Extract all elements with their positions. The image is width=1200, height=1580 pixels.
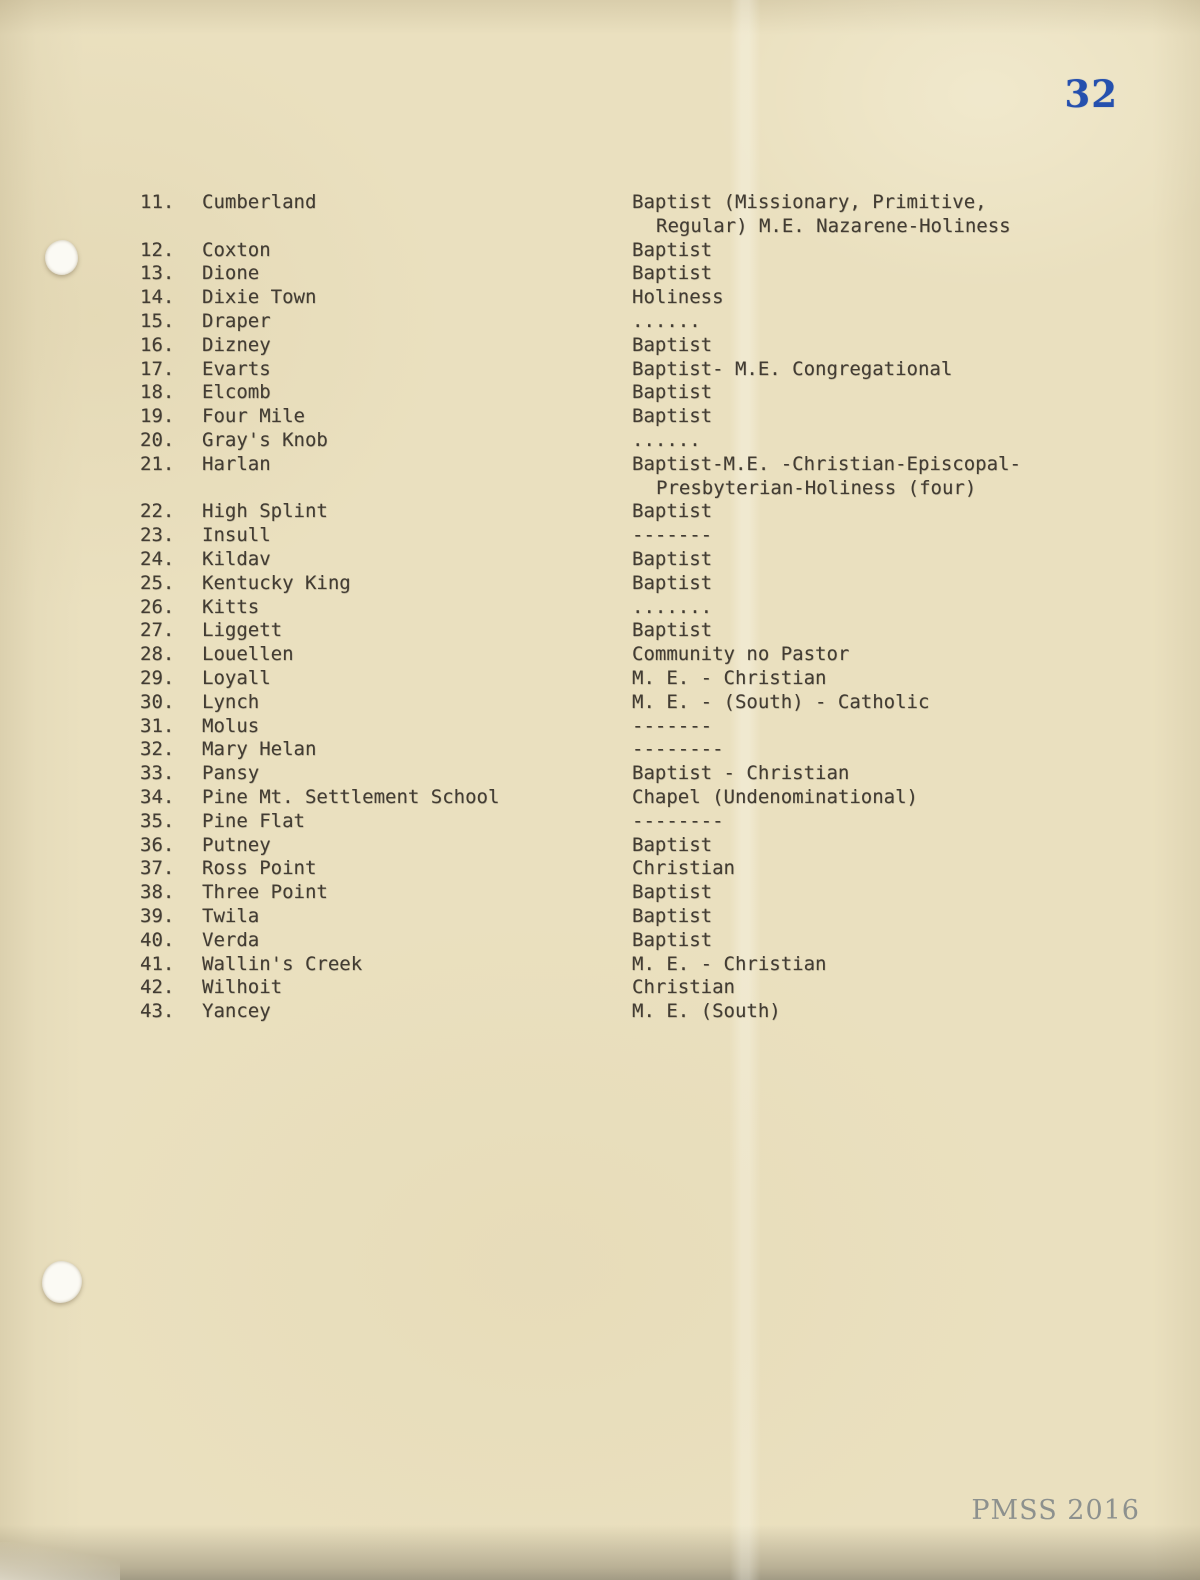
entry-number: 18. <box>140 381 175 404</box>
entry-denomination: Baptist <box>632 405 713 428</box>
entry-denomination: Baptist <box>632 262 713 285</box>
entry-place-name: Mary Helan <box>202 738 317 761</box>
entry-number: 15. <box>140 309 175 332</box>
entry-denomination: ....... <box>632 595 713 618</box>
entry-place-name: Twila <box>202 904 260 927</box>
entry-place-name: Pine Mt. Settlement School <box>202 785 500 808</box>
entry-denomination: Holiness <box>632 286 724 309</box>
entry-number: 30. <box>140 690 175 713</box>
entry-number: 27. <box>140 619 175 642</box>
entry-denomination: Christian <box>632 976 735 999</box>
list-entry <box>140 596 1120 620</box>
entry-number: 12. <box>140 238 175 261</box>
list-entry <box>140 929 1120 953</box>
list-entry <box>140 358 1120 382</box>
entry-denomination: Baptist <box>632 928 713 951</box>
entry-denomination: ...... <box>632 428 701 451</box>
page-number: 32 <box>1064 72 1118 116</box>
entry-denomination: Christian <box>632 857 735 880</box>
list-entry <box>140 834 1120 858</box>
list-entry <box>140 715 1120 739</box>
list-entry <box>140 738 1120 762</box>
entry-denomination: ------- <box>632 714 713 737</box>
entry-place-name: Coxton <box>202 238 271 261</box>
list-entry <box>140 786 1120 810</box>
entry-place-name: Three Point <box>202 881 328 904</box>
entry-denomination: Baptist <box>632 881 713 904</box>
entry-number: 42. <box>140 976 175 999</box>
entry-denomination: Baptist <box>632 238 713 261</box>
entry-place-name: Loyall <box>202 666 271 689</box>
entry-place-name: Ross Point <box>202 857 317 880</box>
entry-place-name: Insull <box>202 524 271 547</box>
entry-place-name: High Splint <box>202 500 328 523</box>
entry-denomination: Baptist - Christian <box>632 762 850 785</box>
entry-place-name: Pansy <box>202 762 260 785</box>
list-entry <box>140 548 1120 572</box>
entry-denomination: Baptist- M.E. Congregational <box>632 357 953 380</box>
entry-number: 29. <box>140 666 175 689</box>
list-entry <box>140 429 1120 453</box>
list-entry <box>140 857 1120 881</box>
entry-number: 38. <box>140 881 175 904</box>
list-entry <box>140 191 1120 239</box>
entry-number: 17. <box>140 357 175 380</box>
entry-number: 23. <box>140 524 175 547</box>
list-entry <box>140 405 1120 429</box>
entry-denomination: M. E. - (South) - Catholic <box>632 690 930 713</box>
list-entry <box>140 310 1120 334</box>
church-list <box>140 191 1120 1024</box>
list-entry <box>140 572 1120 596</box>
entry-place-name: Molus <box>202 714 260 737</box>
entry-denomination: Baptist <box>632 333 713 356</box>
entry-number: 11. <box>140 191 175 213</box>
entry-number: 21. <box>140 452 175 475</box>
entry-number: 39. <box>140 904 175 927</box>
entry-denomination: M. E. - Christian <box>632 666 827 689</box>
list-entry <box>140 524 1120 548</box>
entry-place-name: Putney <box>202 833 271 856</box>
entry-denomination: Chapel (Undenominational) <box>632 785 918 808</box>
entry-number: 19. <box>140 405 175 428</box>
entry-place-name: Liggett <box>202 619 283 642</box>
entry-place-name: Dione <box>202 262 260 285</box>
list-entry <box>140 810 1120 834</box>
list-entry <box>140 976 1120 1000</box>
entry-number: 24. <box>140 547 175 570</box>
entry-place-name: Louellen <box>202 643 294 666</box>
entry-number: 43. <box>140 1000 175 1023</box>
entry-denomination: Baptist <box>632 381 713 404</box>
entry-number: 31. <box>140 714 175 737</box>
entry-denomination: Baptist (Missionary, Primitive, <box>632 191 987 213</box>
watermark: PMSS 2016 <box>971 1495 1140 1526</box>
entry-denomination-continued: Regular) M.E. Nazarene-Holiness <box>656 214 1011 237</box>
entry-place-name: Verda <box>202 928 260 951</box>
entry-denomination: M. E. - Christian <box>632 952 827 975</box>
entry-place-name: Gray's Knob <box>202 428 328 451</box>
entry-denomination-continued: Presbyterian-Holiness (four) <box>656 476 977 499</box>
entry-number: 35. <box>140 809 175 832</box>
entry-number: 25. <box>140 571 175 594</box>
entry-place-name: Harlan <box>202 452 271 475</box>
entry-denomination: ------- <box>632 524 713 547</box>
entry-number: 41. <box>140 952 175 975</box>
entry-number: 22. <box>140 500 175 523</box>
list-entry <box>140 500 1120 524</box>
entry-number: 36. <box>140 833 175 856</box>
list-entry <box>140 762 1120 786</box>
list-entry <box>140 643 1120 667</box>
entry-number: 13. <box>140 262 175 285</box>
entry-number: 26. <box>140 595 175 618</box>
entry-place-name: Draper <box>202 309 271 332</box>
entry-place-name: Dizney <box>202 333 271 356</box>
entry-denomination: Baptist <box>632 904 713 927</box>
entry-denomination: Baptist-M.E. -Christian-Episcopal- <box>632 452 1021 475</box>
entry-denomination: Baptist <box>632 571 713 594</box>
entry-denomination: Community no Pastor <box>632 643 850 666</box>
paper-corner-tear <box>0 1542 120 1580</box>
entry-number: 28. <box>140 643 175 666</box>
entry-number: 20. <box>140 428 175 451</box>
entry-denomination: Baptist <box>632 833 713 856</box>
entry-place-name: Yancey <box>202 1000 271 1023</box>
entry-place-name: Dixie Town <box>202 286 317 309</box>
entry-denomination: M. E. (South) <box>632 1000 781 1023</box>
entry-place-name: Kitts <box>202 595 260 618</box>
list-entry <box>140 905 1120 929</box>
entry-number: 37. <box>140 857 175 880</box>
entry-number: 32. <box>140 738 175 761</box>
list-entry <box>140 667 1120 691</box>
list-entry <box>140 619 1120 643</box>
entry-denomination: Baptist <box>632 500 713 523</box>
entry-denomination: -------- <box>632 738 724 761</box>
entry-denomination: Baptist <box>632 547 713 570</box>
entry-number: 33. <box>140 762 175 785</box>
list-entry <box>140 334 1120 358</box>
list-entry <box>140 953 1120 977</box>
entry-place-name: Kildav <box>202 547 271 570</box>
entry-denomination: ...... <box>632 309 701 332</box>
entry-place-name: Kentucky King <box>202 571 351 594</box>
entry-place-name: Elcomb <box>202 381 271 404</box>
entry-place-name: Four Mile <box>202 405 305 428</box>
list-entry <box>140 1000 1120 1024</box>
list-entry <box>140 262 1120 286</box>
hole-punch-bottom <box>42 1261 82 1303</box>
entry-number: 16. <box>140 333 175 356</box>
entry-place-name: Pine Flat <box>202 809 305 832</box>
hole-punch-top <box>45 240 78 275</box>
entry-number: 14. <box>140 286 175 309</box>
list-entry <box>140 239 1120 263</box>
entry-place-name: Wilhoit <box>202 976 283 999</box>
entry-denomination: -------- <box>632 809 724 832</box>
entry-place-name: Cumberland <box>202 191 317 213</box>
list-entry <box>140 881 1120 905</box>
entry-number: 34. <box>140 785 175 808</box>
list-entry <box>140 286 1120 310</box>
list-entry <box>140 453 1120 501</box>
entry-denomination: Baptist <box>632 619 713 642</box>
entry-place-name: Wallin's Creek <box>202 952 363 975</box>
entry-place-name: Evarts <box>202 357 271 380</box>
list-entry <box>140 381 1120 405</box>
entry-number: 40. <box>140 928 175 951</box>
list-entry <box>140 691 1120 715</box>
entry-place-name: Lynch <box>202 690 260 713</box>
